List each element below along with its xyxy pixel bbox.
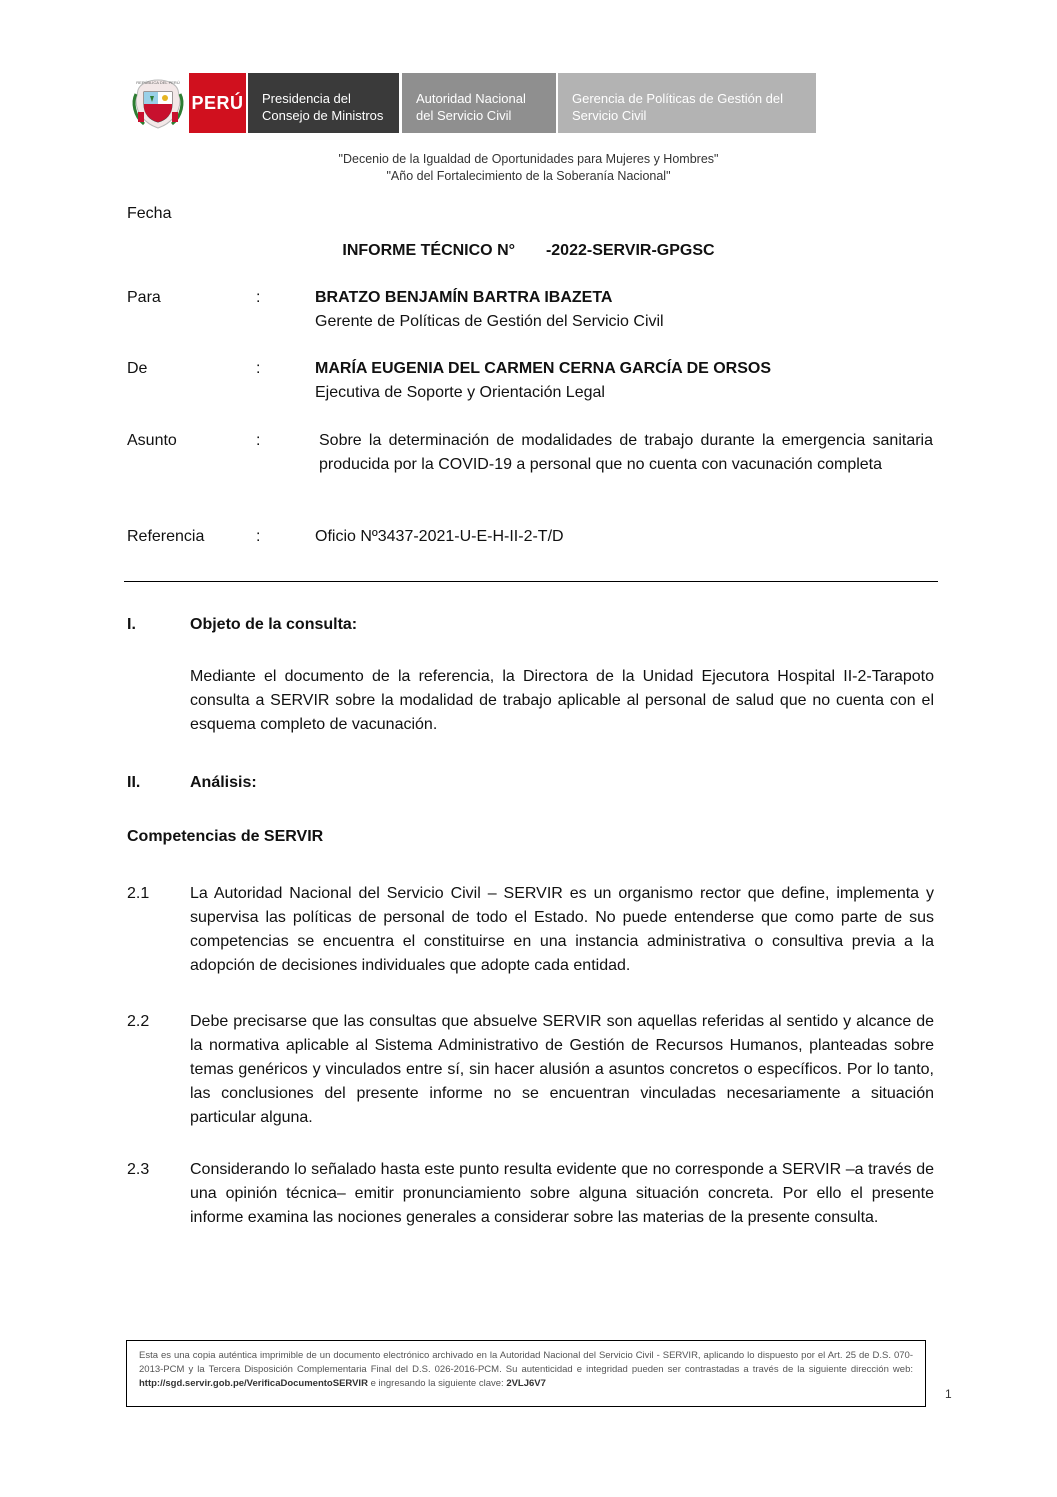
- referencia-label: Referencia: [127, 528, 205, 545]
- entity-servir: [402, 73, 556, 133]
- section-1-title: Objeto de la consulta:: [190, 616, 358, 633]
- page-number: 1: [945, 1387, 952, 1401]
- crest-caption: REPÚBLICA DEL PERÚ: [136, 80, 180, 85]
- para-value: [315, 286, 935, 334]
- de-label: De: [127, 360, 148, 377]
- asunto-colon: :: [256, 432, 261, 449]
- verification-key-text: e ingresando la siguiente clave:: [370, 1378, 504, 1389]
- peru-label: PERÚ: [191, 92, 244, 113]
- motto-decade: "Decenio de la Igualdad de Oportunidades para Mujeres y Hombres": [338, 152, 719, 166]
- paragraph-2-2-number: 2.2: [127, 1013, 150, 1030]
- de-colon: :: [256, 360, 261, 377]
- para-colon: :: [256, 289, 261, 306]
- motto-year: "Año del Fortalecimiento de la Soberanía Nacional": [386, 169, 671, 183]
- referencia-text: Oficio Nº3437-2021-U-E-H-II-2-T/D: [315, 528, 564, 545]
- section-2-title: Análisis:: [190, 774, 257, 791]
- authenticity-text: Esta es una copia auténtica imprimible de un documento electrónico archivado en la Autoridad Nacional del Servicio Civil - SERVIR, aplicando lo dispuesto por el Art. 25 de D.S. 070-2013-PCM y la Tercera Disposición Complementaria Final del D.S. 026-2016-PCM. Su autenticidad e integridad pueden ser contrastadas a través de la siguiente dirección web:: [139, 1350, 913, 1375]
- para-role: Gerente de Políticas de Gestión del Servicio Civil: [315, 313, 664, 330]
- para-name: BRATZO BENJAMÍN BARTRA IBAZETA: [315, 289, 613, 306]
- section-1-text: Mediante el documento de la referencia, la Directora de la Unidad Ejecutora Hospital II-2-Tarapoto consulta a SERVIR sobre la modalidad de trabajo aplicable al personal de salud que no cuenta con el esquema completo de vacunación.: [190, 668, 934, 733]
- entity-pcm-line1: Presidencia del: [262, 91, 351, 106]
- paragraph-2-1-text: La Autoridad Nacional del Servicio Civil – SERVIR es un organismo rector que define, implementa y supervisa las políticas de personal de todo el Estado. No puede entenderse que como parte de sus competencias se encuentra el constituirse en una instancia administrativa o consultiva previa a la adopción de decisiones individuales que adopte cada entidad.: [190, 885, 934, 974]
- de-name: MARÍA EUGENIA DEL CARMEN CERNA GARCÍA DE ORSOS: [315, 360, 772, 377]
- entity-pcm-line2: Consejo de Ministros: [262, 108, 384, 123]
- peru-logo: [189, 73, 246, 133]
- header-divider: [124, 581, 938, 582]
- referencia-colon: :: [256, 528, 261, 545]
- section-2-number: II.: [127, 774, 141, 791]
- entity-servir-line2: del Servicio Civil: [416, 108, 512, 123]
- entity-gerencia: [558, 73, 816, 133]
- entity-gerencia-line1: Gerencia de Políticas de Gestión del: [572, 91, 784, 106]
- report-title: [0, 239, 1057, 263]
- de-value: [315, 357, 935, 405]
- verification-key: 2VLJ6V7: [506, 1378, 546, 1389]
- report-title-suffix: -2022-SERVIR-GPGSC: [545, 242, 715, 259]
- asunto-text: Sobre la determinación de modalidades de trabajo durante la emergencia sanitaria producida por la COVID-19 a personal que no cuenta con vacunación completa: [319, 432, 933, 473]
- authenticity-notice: [126, 1340, 926, 1407]
- entity-gerencia-line2: Servicio Civil: [572, 108, 647, 123]
- paragraph-2-2-text: Debe precisarse que las consultas que absuelve SERVIR son aquellas referidas al sentido y alcance de la normativa aplicable al Sistema Administrativo de Gestión de Recursos Humanos, planteadas sobre temas genéricos y vinculados entre sí, sin hacer alusión a asuntos concretos o específicos. Por lo tanto, las conclusiones del presente informe no se encuentran vinculadas necesariamente a situación particular alguna.: [190, 1013, 934, 1126]
- section-1-number: I.: [127, 616, 136, 633]
- entity-pcm: [248, 73, 399, 133]
- report-title-prefix: INFORME TÉCNICO N°: [342, 242, 516, 259]
- paragraph-2-1-number: 2.1: [127, 885, 150, 902]
- verification-url[interactable]: http://sgd.servir.gob.pe/VerificaDocumentoSERVIR: [139, 1378, 368, 1389]
- subheading-competencias: Competencias de SERVIR: [127, 828, 324, 845]
- asunto-label: Asunto: [127, 432, 177, 449]
- paragraph-2-3-text: Considerando lo señalado hasta este punto resulta evidente que no corresponde a SERVIR –a través de una opinión técnica– emitir pronunciamiento sobre alguna situación concreta. Por ello el presente informe examina las nociones generales a considerar sobre las materias de la presente consulta.: [190, 1161, 934, 1226]
- fecha-label: Fecha: [127, 205, 172, 222]
- year-mottos: [0, 151, 1057, 185]
- coat-of-arms-icon: [130, 76, 186, 132]
- de-role: Ejecutiva de Soporte y Orientación Legal: [315, 384, 605, 401]
- para-label: Para: [127, 289, 161, 306]
- entity-servir-line1: Autoridad Nacional: [416, 91, 526, 106]
- paragraph-2-3-number: 2.3: [127, 1161, 150, 1178]
